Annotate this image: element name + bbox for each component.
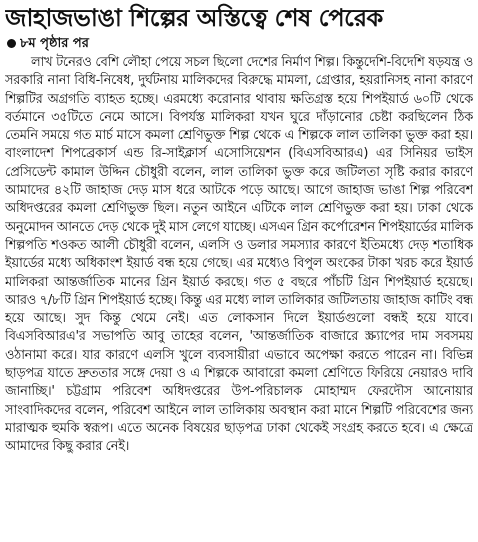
continued-from-line (7, 35, 473, 52)
continued-from-label: ৮ম পৃষ্ঠার পর (20, 36, 89, 51)
news-article (5, 3, 473, 539)
article-headline: জাহাজভাঙা শিল্পের অস্তিত্বে শেষ পেরেক (5, 4, 383, 32)
article-body: লাখ টনেরও বেশি লৌহা পেয়ে সচল ছিলো দেশের নির্মাণ শিল্প। কিন্তুদেশি-বিদেশি ষড়যন্ত্র ও সরকারি নানা বিধি-নিষেধ, দুর্ঘটনায় মালিকদের বিরুদ্ধে মামলা, গ্রেপ্তার, হয়রানিসহ নানা কারণে শিল্পটির অগ্রগতি ব্যাহত হচ্ছে। এরমধ্যে করোনার থাবায় ক্ষতিগ্রস্ত হয়ে শিপইয়ার্ড ৬০টি থেকে বর্তমানে ৩৫টিতে নেমে আসে। বিপর্যস্ত মালিকরা যখন ঘুরে দাঁড়ানোর চেষ্টা করছিলেন ঠিক তেমনি সময়ে গত মার্চ মাসে কমলা শ্রেণিভুক্ত শিল্প থেকে এ শিল্পকে লাল তালিকা ভুক্ত করা হয়। বাংলাদেশ শিপব্রেকার্স এন্ড রি-সাইক্লার্স এসোসিয়েশন (বিএসবিআরএ) এর সিনিয়র ভাইস প্রেসিডেন্ট কামাল উদ্দিন চৌধুরী বলেন, লাল তালিকা ভুক্ত করে জটিলতা সৃষ্টি করার কারণে আমাদের ৪২টি জাহাজ দেড় মাস ধরে আটকে পড়ে আছে। আগে জাহাজ ভাঙা শিল্প পরিবেশ অধিদপ্তরের কমলা শ্রেণিভুক্ত ছিল। নতুন আইনে এটিকে লাল শ্রেণিভুক্ত করা হয়। ঢাকা থেকে অনুমোদন আনতে দেড় থেকে দুই মাস লেগে যাচ্ছে। এসএন গ্রিন কর্পোরেশন শিপইয়ার্ডের মালিক শিল্পপতি শওকত আলী চৌধুরী বলেন, এলসি ও ডলার সমস্যার কারণে ইতিমধ্যে দেড় শতাধিক ইয়ার্ডের মধ্যে অধিকাংশ ইয়ার্ড বন্ধ হয়ে গেছে। এর মধ্যেও বিপুল অংকের টাকা খরচ করে ইয়ার্ড মালিকরা আন্তর্জাতিক মানের গ্রিন ইয়ার্ড করছে। গত ৫ বছরে পাঁচটি গ্রিন শিপইয়ার্ড হয়েছে। আরও ৭/৮টি গ্রিন শিপইয়ার্ড হচ্ছে। কিন্তু এর মধ্যে লাল তালিকার জটিলতায় জাহাজ কাটিং বন্ধ হয়ে আছে। সুদ কিন্তু থেমে নেই। এত লোকসান দিলে ইয়ার্ডগুলো বন্ধই হয়ে যাবে। বিএসবিআরএ'র সভাপতি আবু তাহের বলেন, 'আন্তর্জাতিক বাজারে স্ক্র্যাপের দাম সবসময় ওঠানামা করে। যার কারণে এলসি খুলে ব্যবসায়ীরা এভাবে অপেক্ষা করতে পারেন না। বিভিন্ন ছাড়পত্র যাতে দ্রুততার সঙ্গে দেয়া ও এ শিল্পকে আবারো কমলা শ্রেণিতে ফিরিয়ে নেয়ারও দাবি জানাচ্ছি।' চট্টগ্রাম পরিবেশ অধিদপ্তরের উপ-পরিচালক মোহাম্মদ ফেরদৌস আনোয়ার সাংবাদিকদের বলেন, পরিবেশ আইনে লাল তালিকায় অবস্থান করা মানে শিল্পটি পরিবেশের জন্য মারাত্মক হুমকি স্বরূপ। এতে অনেক বিষয়ের ছাড়পত্র ঢাকা থেকেই সংগ্রহ করতে হবে। এ ক্ষেত্রে আমাদের কিছু করার নেই। (5, 55, 473, 455)
bullet-icon (7, 39, 16, 48)
